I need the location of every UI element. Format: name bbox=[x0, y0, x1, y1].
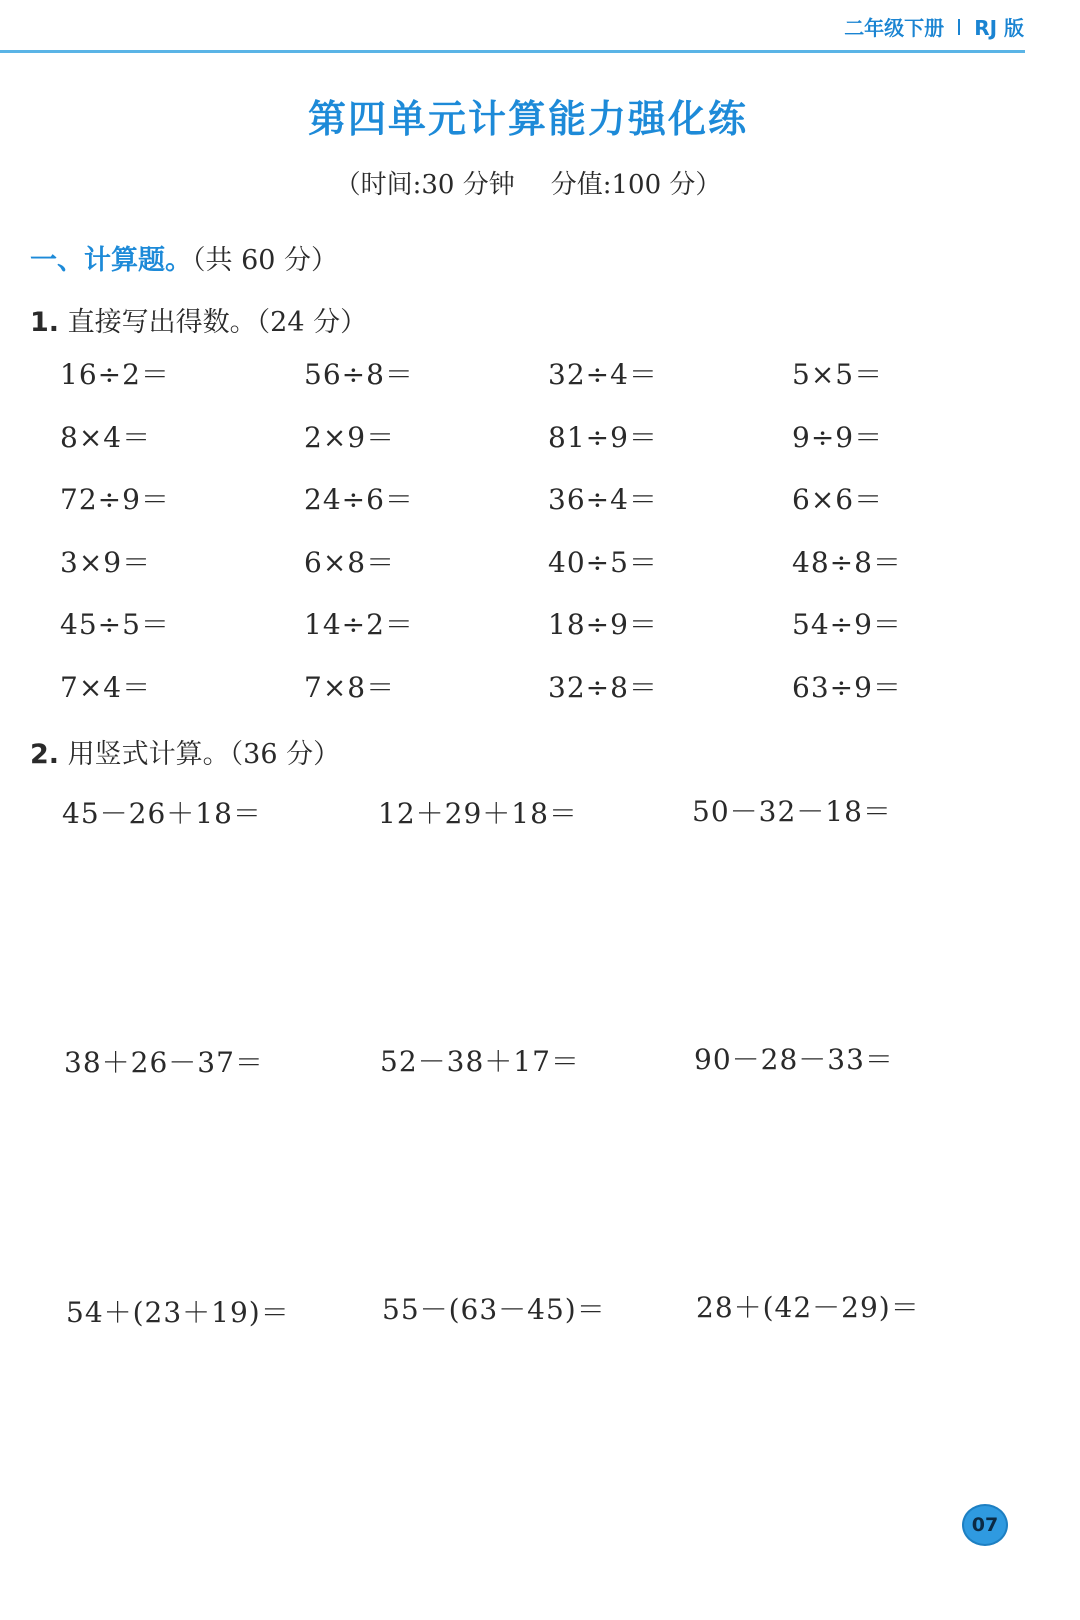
oral-problem: 63÷9＝ bbox=[792, 670, 902, 704]
section-label: 一、计算题。 bbox=[30, 245, 192, 276]
oral-problem: 16÷2＝ bbox=[60, 358, 170, 391]
oral-problem: 7×8＝ bbox=[304, 670, 396, 704]
vertical-problem: 52－38＋17＝ bbox=[380, 1045, 580, 1078]
header-rule bbox=[0, 50, 1025, 53]
page-header bbox=[844, 12, 1024, 41]
oral-problem: 36÷4＝ bbox=[548, 483, 658, 516]
vertical-problem: 45－26＋18＝ bbox=[62, 797, 262, 830]
oral-problem: 81÷9＝ bbox=[548, 420, 658, 454]
oral-problem: 8×4＝ bbox=[60, 420, 152, 454]
vertical-problem: 12＋29＋18＝ bbox=[378, 797, 578, 830]
question-number: 1. bbox=[30, 307, 60, 338]
total-score: 分值:100 分） bbox=[550, 170, 722, 200]
header-divider bbox=[958, 19, 960, 35]
vertical-problem: 55－(63－45)＝ bbox=[382, 1293, 606, 1326]
vertical-problem: 50－32－18＝ bbox=[692, 795, 892, 828]
oral-problem: 5×5＝ bbox=[792, 358, 884, 391]
section-heading bbox=[30, 238, 338, 277]
oral-problem: 9÷9＝ bbox=[792, 420, 884, 454]
oral-problem: 14÷2＝ bbox=[304, 608, 414, 641]
oral-problem: 72÷9＝ bbox=[60, 483, 170, 516]
oral-problem: 48÷8＝ bbox=[792, 545, 902, 579]
question-number: 2. bbox=[30, 739, 60, 770]
question-text: 用竖式计算。（36 分） bbox=[67, 739, 341, 770]
question-2-heading bbox=[30, 732, 340, 771]
oral-problem: 6×6＝ bbox=[792, 483, 884, 516]
vertical-problem: 38＋26－37＝ bbox=[64, 1046, 264, 1079]
oral-problem: 54÷9＝ bbox=[792, 608, 902, 641]
oral-problem: 2×9＝ bbox=[304, 420, 396, 454]
oral-problem: 32÷4＝ bbox=[548, 358, 658, 391]
vertical-problem: 28＋(42－29)＝ bbox=[696, 1291, 920, 1324]
oral-calculation-grid bbox=[60, 355, 1020, 730]
oral-problem: 32÷8＝ bbox=[548, 670, 658, 704]
page-number-badge: 07 bbox=[962, 1504, 1008, 1546]
oral-problem: 56÷8＝ bbox=[304, 358, 414, 391]
exam-info bbox=[0, 164, 1056, 201]
time-limit: （时间:30 分钟 bbox=[334, 170, 515, 200]
question-text: 直接写出得数。（24 分） bbox=[67, 307, 368, 338]
section-points: （共 60 分） bbox=[192, 245, 339, 276]
question-1-heading bbox=[30, 300, 367, 339]
grade-label: 二年级下册 bbox=[844, 16, 945, 40]
oral-problem: 18÷9＝ bbox=[548, 608, 658, 641]
oral-problem: 40÷5＝ bbox=[548, 545, 658, 579]
oral-problem: 7×4＝ bbox=[60, 670, 152, 704]
oral-problem: 24÷6＝ bbox=[304, 483, 414, 516]
oral-problem: 3×9＝ bbox=[60, 545, 152, 579]
vertical-problem: 54＋(23＋19)＝ bbox=[66, 1296, 290, 1329]
vertical-problem: 90－28－33＝ bbox=[694, 1043, 894, 1076]
page-title: 第四单元计算能力强化练 bbox=[307, 97, 748, 141]
oral-problem: 45÷5＝ bbox=[60, 608, 170, 641]
edition-label: RJ 版 bbox=[974, 16, 1024, 40]
oral-problem: 6×8＝ bbox=[304, 545, 396, 579]
